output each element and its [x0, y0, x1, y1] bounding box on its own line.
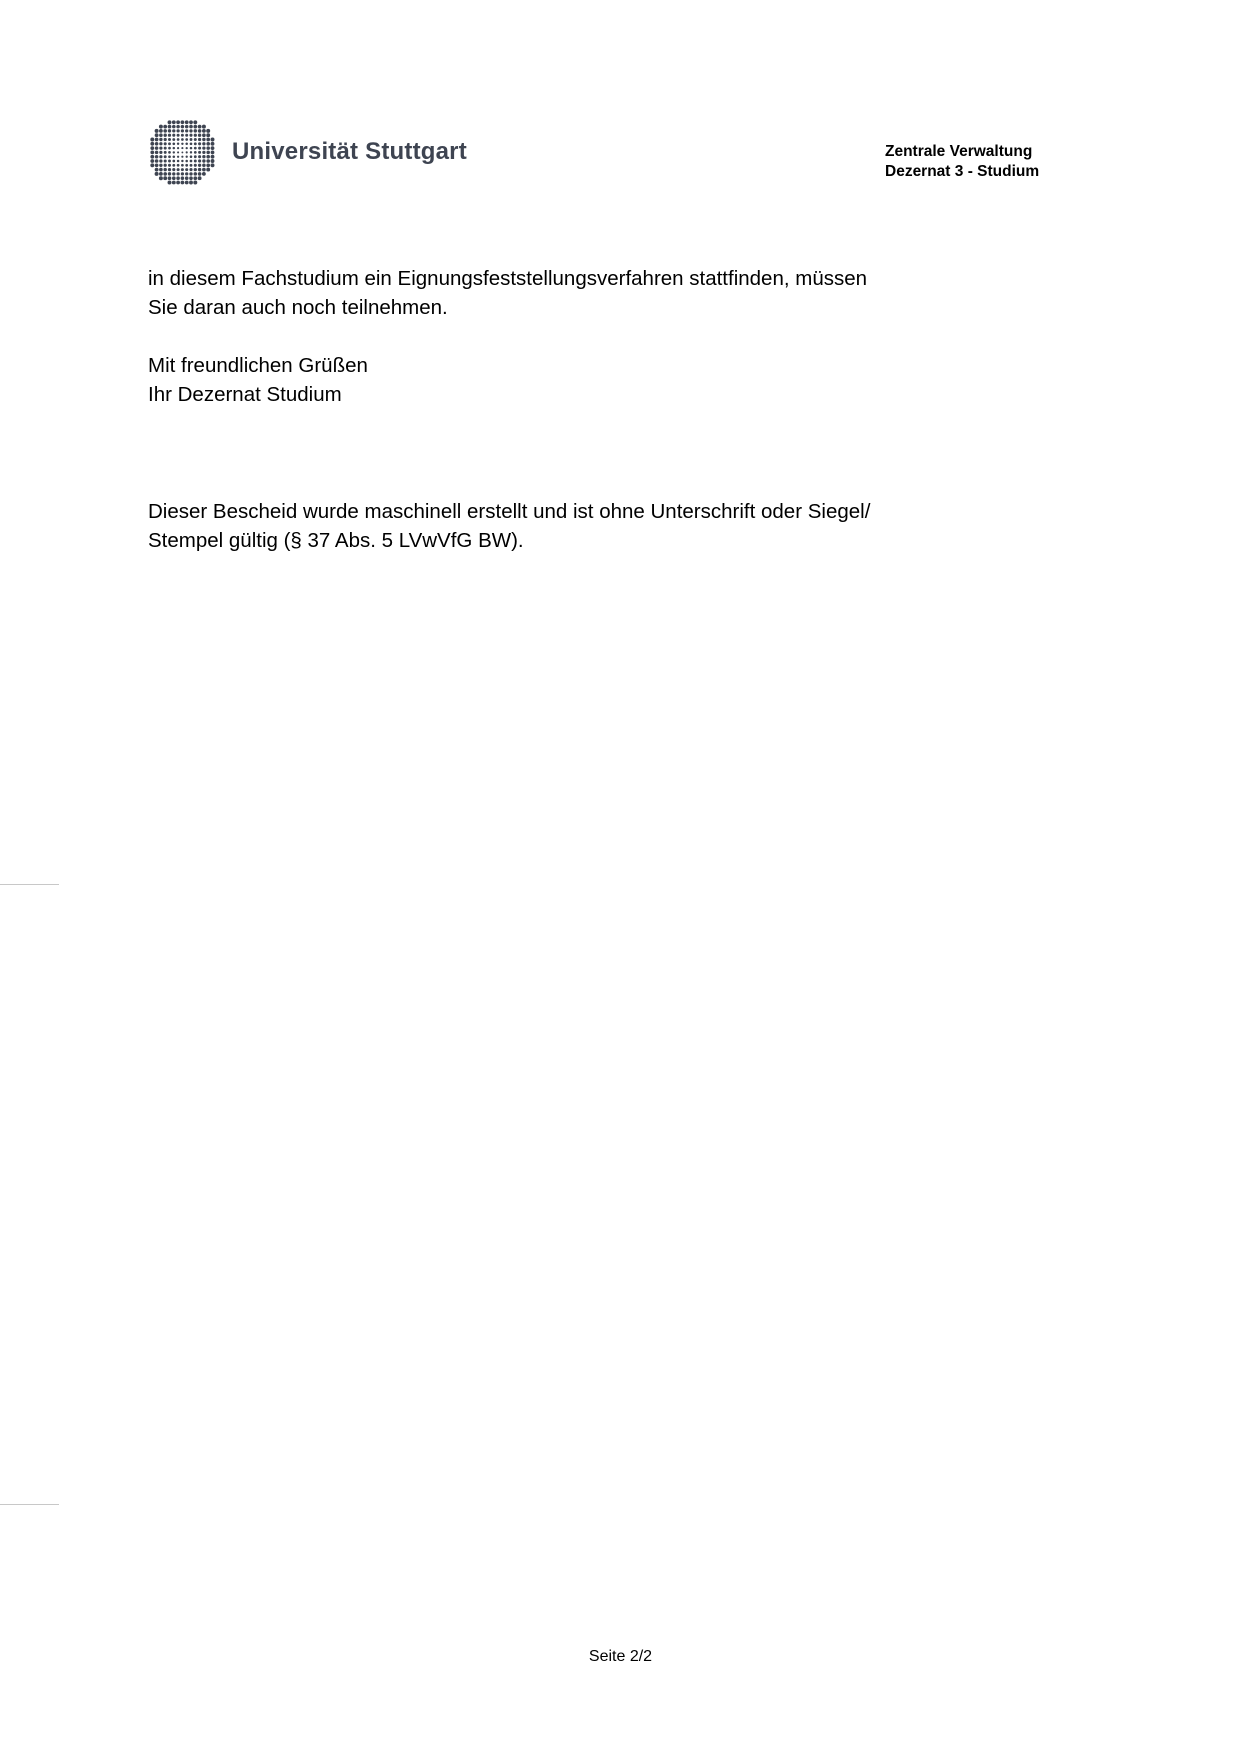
fold-mark-top [0, 884, 59, 885]
letter-paragraph [148, 264, 867, 322]
letter-closing [148, 351, 368, 409]
automated-notice [148, 497, 870, 555]
fold-mark-bottom [0, 1504, 59, 1505]
university-name: Universität Stuttgart [232, 138, 467, 165]
closing-sender: Ihr Dezernat Studium [148, 383, 342, 406]
closing-greeting: Mit freundlichen Grüßen [148, 354, 368, 377]
letter-line: Sie daran auch noch teilnehmen. [148, 296, 448, 319]
university-logo [146, 114, 476, 190]
letter-line: in diesem Fachstudium ein Eignungsfeststellungsverfahren stattfinden, müssen [148, 267, 868, 290]
notice-line: Stempel gültig (§ 37 Abs. 5 LVwVfG BW). [148, 529, 524, 552]
department-address [885, 142, 1039, 182]
department-line-division: Dezernat 3 - Studium [885, 163, 1040, 180]
department-line-administration: Zentrale Verwaltung [885, 143, 1033, 160]
notice-line: Dieser Bescheid wurde maschinell erstellt und ist ohne Unterschrift oder Siegel/ [148, 500, 871, 523]
page-number: Seite 2/2 [588, 1648, 653, 1665]
university-seal-icon [146, 116, 218, 188]
